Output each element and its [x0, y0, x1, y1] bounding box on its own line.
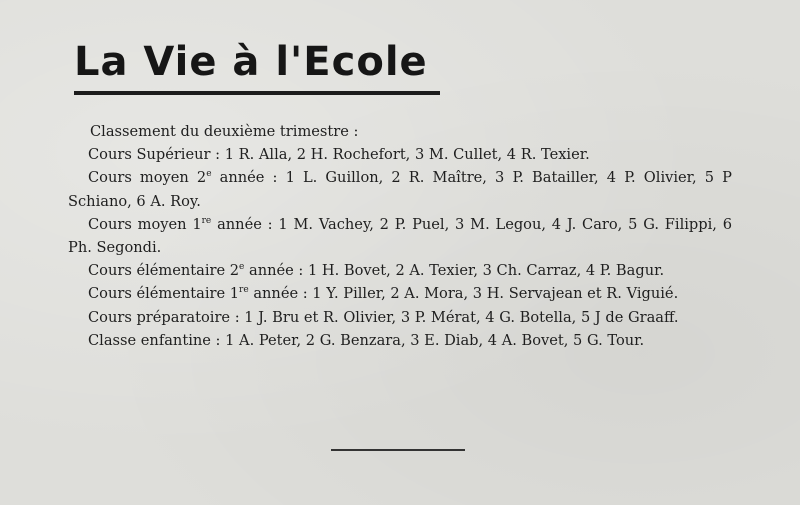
page-title: La Vie à l'Ecole: [74, 39, 428, 85]
ranking-intro: Classement du deuxième trimestre :: [90, 123, 359, 140]
ranking-entry: Cours moyen 1re année : 1 M. Vachey, 2 P. Puel, 3 M. Legou, 4 J. Caro, 5 G. Filippi, 6 Ph. Segondi.: [68, 215, 732, 257]
ranking-entry: Classe enfantine : 1 A. Peter, 2 G. Benzara, 3 E. Diab, 4 A. Bovet, 5 G. Tour.: [88, 331, 645, 349]
ranking-entry: Cours élémentaire 1re année : 1 Y. Piller, 2 A. Mora, 3 H. Servajean et R. Viguié.: [88, 285, 679, 303]
title-underline: [74, 91, 440, 95]
ranking-text: [68, 120, 732, 352]
section-end-rule: [331, 449, 465, 451]
ranking-entry: Cours moyen 2e année : 1 L. Guillon, 2 R. Maître, 3 P. Batailler, 4 P. Olivier, 5 P Schiano, 6 A. Roy.: [68, 169, 732, 210]
ranking-entry: Cours Supérieur : 1 R. Alla, 2 H. Rochefort, 3 M. Cullet, 4 R. Texier.: [88, 146, 590, 164]
ranking-entry: Cours élémentaire 2e année : 1 H. Bovet, 2 A. Texier, 3 Ch. Carraz, 4 P. Bagur.: [88, 262, 665, 280]
ranking-entry: Cours préparatoire : 1 J. Bru et R. Olivier, 3 P. Mérat, 4 G. Botella, 5 J de Graaff.: [88, 308, 679, 326]
